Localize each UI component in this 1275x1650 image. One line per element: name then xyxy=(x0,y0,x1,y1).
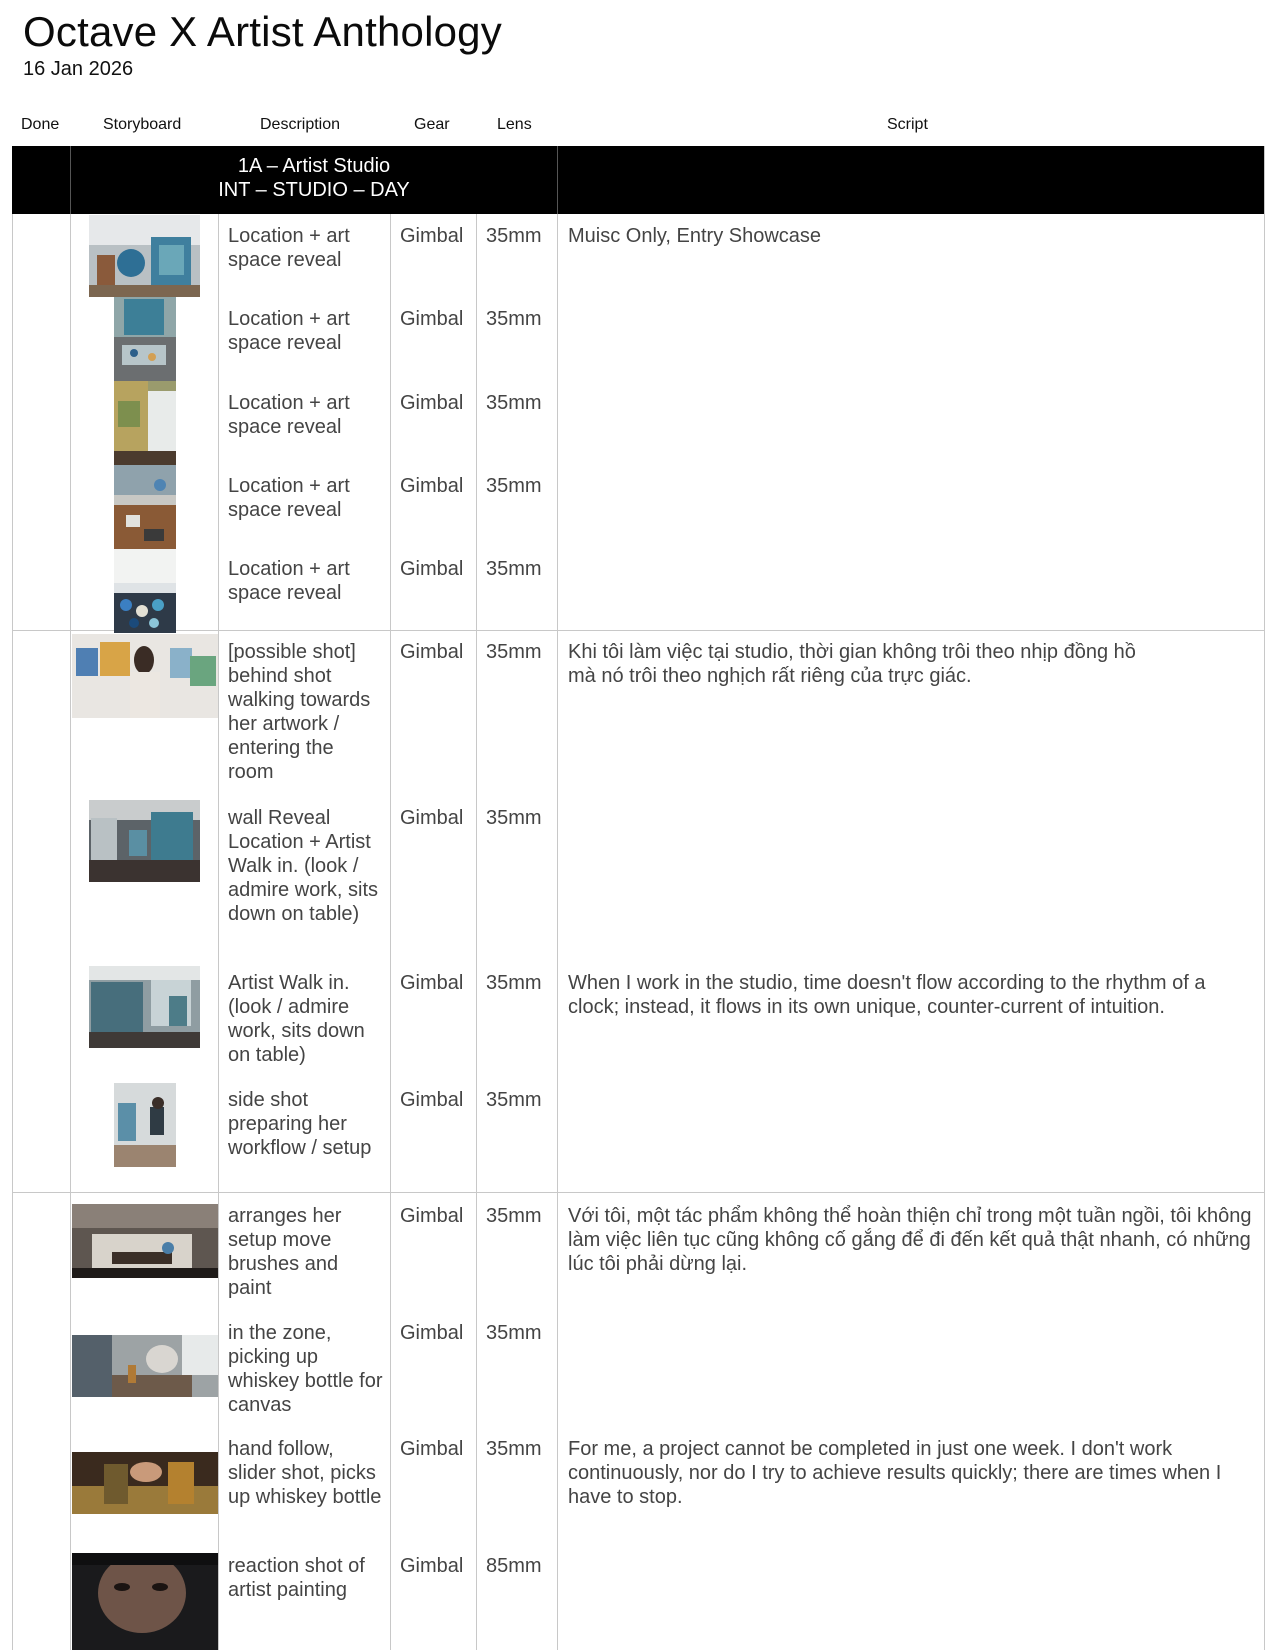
scene-name: 1A – Artist Studio xyxy=(237,155,391,177)
shot-description: reaction shot of artist painting xyxy=(228,1555,365,1601)
shot-lens: 35mm xyxy=(486,475,542,497)
shot-lens: 35mm xyxy=(486,308,542,330)
column-header-storyboard: Storyboard xyxy=(103,116,182,133)
shot-description: [possible shot] behind shot walking towards her artwork / entering the room xyxy=(228,641,371,783)
shot-gear: Gimbal xyxy=(400,225,464,247)
shotlist-table xyxy=(12,146,1265,1650)
shot-description: Location + art space reveal xyxy=(228,225,350,271)
shot-lens: 35mm xyxy=(486,1089,542,1111)
column-divider xyxy=(70,214,71,1650)
shot-lens: 35mm xyxy=(486,392,542,414)
wall-reveal-thumbnail[interactable] xyxy=(89,800,200,882)
column-header-done: Done xyxy=(21,116,60,133)
shot-description: Location + art space reveal xyxy=(228,558,350,604)
paint-jars-thumbnail[interactable] xyxy=(114,549,176,633)
shot-gear: Gimbal xyxy=(400,807,464,829)
column-header-gear: Gear xyxy=(414,116,450,133)
shot-script: Với tôi, một tác phẩm không thể hoàn thiện chỉ trong một tuần ngồi, tôi không làm việc liên tục cũng không cố gắng để đi đến kết quả thật nhanh, có những lúc tôi phải dừng lại. xyxy=(568,1205,1252,1275)
shot-gear: Gimbal xyxy=(400,1555,464,1577)
shot-description: in the zone, picking up whiskey bottle for canvas xyxy=(228,1322,383,1416)
shot-description: Artist Walk in. (look / admire work, sits down on table) xyxy=(228,972,365,1066)
shot-description: Location + art space reveal xyxy=(228,475,350,521)
shot-description: Location + art space reveal xyxy=(228,392,350,438)
shot-gear: Gimbal xyxy=(400,972,464,994)
shot-description: wall Reveal Location + Artist Walk in. (look / admire work, sits down on table) xyxy=(228,807,379,925)
shot-lens: 35mm xyxy=(486,558,542,580)
shot-script: When I work in the studio, time doesn't flow according to the rhythm of a clock; instead, it flows in its own unique, counter-current of intuition. xyxy=(568,972,1206,1018)
shot-gear: Gimbal xyxy=(400,1438,464,1460)
shot-description: Location + art space reveal xyxy=(228,308,350,354)
whiskey-bottle-thumbnail[interactable] xyxy=(72,1452,218,1514)
shot-lens: 35mm xyxy=(486,807,542,829)
shot-lens: 35mm xyxy=(486,972,542,994)
reaction-closeup-thumbnail[interactable] xyxy=(72,1553,218,1650)
column-divider xyxy=(390,214,391,1650)
artist-back-gallery-thumbnail[interactable] xyxy=(72,634,218,718)
column-header-script: Script xyxy=(887,116,928,133)
work-desk-thumbnail[interactable] xyxy=(114,465,176,549)
shot-description: hand follow, slider shot, picks up whiskey bottle xyxy=(228,1438,382,1508)
document-title: Octave X Artist Anthology xyxy=(23,8,502,55)
shot-gear: Gimbal xyxy=(400,1089,464,1111)
shot-description: side shot preparing her workflow / setup xyxy=(228,1089,372,1159)
studio-easels-thumbnail[interactable] xyxy=(89,215,200,297)
shot-gear: Gimbal xyxy=(400,475,464,497)
shot-script: For me, a project cannot be completed in just one week. I don't work continuously, nor do I try to achieve results quickly; there are times when I have to stop. xyxy=(568,1438,1222,1508)
shot-gear: Gimbal xyxy=(400,558,464,580)
shot-description: arranges her setup move brushes and paint xyxy=(228,1205,342,1299)
scene-slug: INT – STUDIO – DAY xyxy=(218,179,410,201)
side-shot-thumbnail[interactable] xyxy=(114,1083,176,1167)
column-header-description: Description xyxy=(260,116,341,133)
shot-lens: 35mm xyxy=(486,225,542,247)
group-divider xyxy=(12,630,1264,631)
column-divider xyxy=(218,214,219,1650)
shot-gear: Gimbal xyxy=(400,641,464,663)
document-date: 16 Jan 2026 xyxy=(23,58,134,80)
shot-lens: 35mm xyxy=(486,1322,542,1344)
shot-lens: 35mm xyxy=(486,1438,542,1460)
shot-script: Khi tôi làm việc tại studio, thời gian không trôi theo nhịp đồng hồ mà nó trôi theo nghịch rất riêng của trực giác. xyxy=(568,641,1136,687)
studio-paint-table-thumbnail[interactable] xyxy=(114,297,176,381)
shot-lens: 35mm xyxy=(486,1205,542,1227)
artist-walk-in-thumbnail[interactable] xyxy=(89,966,200,1048)
column-header-lens: Lens xyxy=(497,116,532,133)
shot-lens: 85mm xyxy=(486,1555,542,1577)
column-divider xyxy=(557,214,558,1650)
shot-gear: Gimbal xyxy=(400,1322,464,1344)
group-divider xyxy=(12,1192,1264,1193)
shot-script: Muisc Only, Entry Showcase xyxy=(568,225,822,247)
in-the-zone-thumbnail[interactable] xyxy=(72,1335,218,1397)
canvas-closeup-thumbnail[interactable] xyxy=(114,381,176,465)
column-divider xyxy=(476,214,477,1650)
shot-lens: 35mm xyxy=(486,641,542,663)
shot-gear: Gimbal xyxy=(400,392,464,414)
shot-gear: Gimbal xyxy=(400,308,464,330)
shot-gear: Gimbal xyxy=(400,1205,464,1227)
scene-title xyxy=(70,154,558,202)
brush-setup-thumbnail[interactable] xyxy=(72,1204,218,1278)
